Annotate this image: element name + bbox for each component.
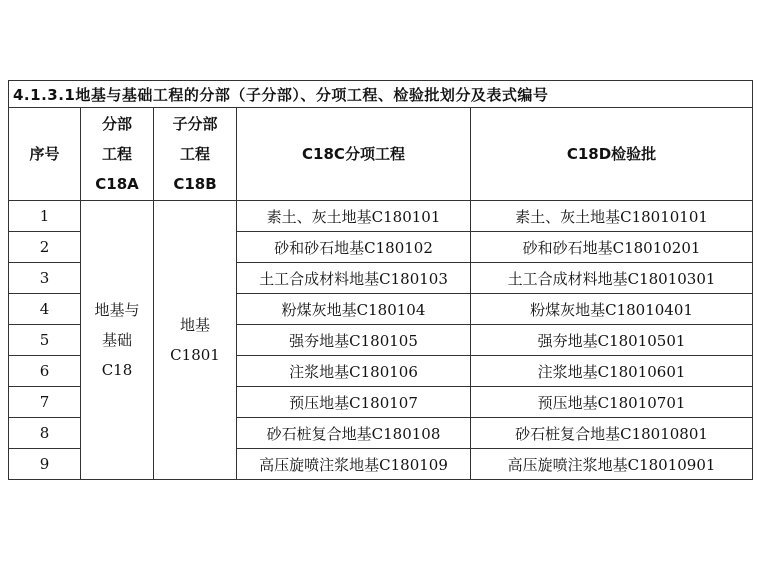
subdivision-value [154, 201, 237, 480]
row-item: 强夯地基C180105 [237, 325, 471, 356]
table-row [9, 201, 753, 232]
row-item: 粉煤灰地基C180104 [237, 294, 471, 325]
division-value-line-3: C18 [101, 361, 133, 379]
row-batch: 强夯地基C18010501 [471, 325, 753, 356]
row-batch: 高压旋喷注浆地基C18010901 [471, 449, 753, 480]
header-division [81, 108, 154, 201]
division-table [8, 80, 753, 480]
subdivision-value-line-2: C1801 [170, 346, 220, 364]
header-division-line-3: C18A [95, 175, 139, 193]
header-seq: 序号 [9, 108, 81, 201]
header-item: C18C分项工程 [237, 108, 471, 201]
row-seq: 5 [9, 325, 81, 356]
row-seq: 1 [9, 201, 81, 232]
row-batch: 素土、灰土地基C18010101 [471, 201, 753, 232]
row-batch: 粉煤灰地基C18010401 [471, 294, 753, 325]
header-row [9, 108, 753, 201]
division-value [81, 201, 154, 480]
row-item: 预压地基C180107 [237, 387, 471, 418]
header-subdivision-line-2: 工程 [179, 145, 210, 163]
row-item: 砂和砂石地基C180102 [237, 232, 471, 263]
table-title: 4.1.3.1地基与基础工程的分部（子分部）、分项工程、检验批划分及表式编号 [9, 81, 753, 108]
header-batch: C18D检验批 [471, 108, 753, 201]
row-batch: 土工合成材料地基C18010301 [471, 263, 753, 294]
row-seq: 6 [9, 356, 81, 387]
row-seq: 9 [9, 449, 81, 480]
division-value-line-2: 基础 [101, 331, 132, 349]
row-seq: 7 [9, 387, 81, 418]
row-seq: 2 [9, 232, 81, 263]
row-seq: 8 [9, 418, 81, 449]
subdivision-value-line-1: 地基 [179, 316, 210, 334]
row-item: 注浆地基C180106 [237, 356, 471, 387]
header-division-line-1: 分部 [101, 115, 132, 133]
row-batch: 砂和砂石地基C18010201 [471, 232, 753, 263]
header-subdivision [154, 108, 237, 201]
row-item: 素土、灰土地基C180101 [237, 201, 471, 232]
row-batch: 预压地基C18010701 [471, 387, 753, 418]
header-division-line-2: 工程 [101, 145, 132, 163]
row-item: 土工合成材料地基C180103 [237, 263, 471, 294]
row-item: 砂石桩复合地基C180108 [237, 418, 471, 449]
title-row [9, 81, 753, 108]
row-batch: 砂石桩复合地基C18010801 [471, 418, 753, 449]
row-item: 高压旋喷注浆地基C180109 [237, 449, 471, 480]
header-subdivision-line-3: C18B [173, 175, 217, 193]
header-subdivision-line-1: 子分部 [172, 115, 218, 133]
row-seq: 4 [9, 294, 81, 325]
row-batch: 注浆地基C18010601 [471, 356, 753, 387]
division-value-line-1: 地基与 [94, 301, 140, 319]
row-seq: 3 [9, 263, 81, 294]
